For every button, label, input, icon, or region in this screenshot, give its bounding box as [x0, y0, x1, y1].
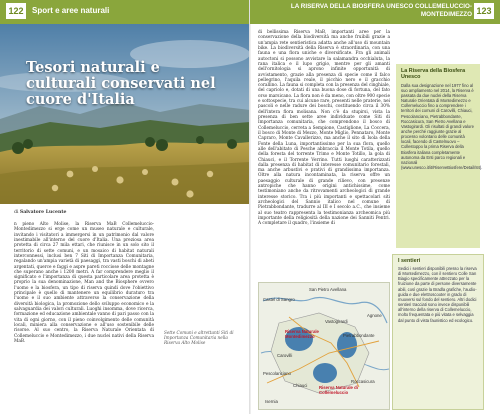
map-label-agnone: Agnone	[367, 313, 382, 318]
landscape-illustration	[0, 24, 250, 204]
sentieri-box	[392, 254, 484, 410]
article-text-left: n pieno Alto Molise, la Riserva MaB Collemeluccio-Montedimezzo si erge come un museo naturale e culturale, invitando i visitatori a immergersi in un patrimonio dal valore inestimabile all'interno del cuore d'Italia. Una preziosa area protetta di circa 27 mila ettari, che riunisce in un solo sito il territorio di sette comuni, e un mosaico di habitat naturali interconnessi, inclusi ben 7 Siti di Importanza Comunitaria, regalando un'ampia varietà di paesaggi, tra vasti boschi di abeti argentati, querce e faggi e aspre pareti rocciose delle montagne che superano anche i 1200 metri. A far comprendere meglio il significato e l'importanza di questa particolare area protetta è proprio la sua denominazione, Man and the Biosphere ovvero l'uomo e la biosfera, un tipo di riserva quindi dove l'obiettivo principale è quello di mantenere un equilibrio duraturo tra l'uomo e il suo ambiente attraverso la conservazione della diversità biologica, la promozione dello sviluppo economico e la salvaguardia dei valori culturali. Luoghi insomma, dove ricerca, formazione ed educazione ambientale vanno di pari passo con la vita di ogni giorno, con il pieno coinvolgimento delle comunità locali, miniera alla conservazione e all'uso sostenibile delle risorse. Al suo centro, la Riserva Naturale Orientata di Collemeluccio e Montedimezzo, i due nuclei nativi della Riserva MaB.	[14, 222, 154, 344]
article-column-left	[14, 222, 154, 344]
left-header-band	[0, 0, 250, 24]
article-title: Tesori naturali e culturali conservati nel cuore d'Italia	[26, 59, 216, 108]
map-label-montedimezzo: Riserva Naturale Montedimezzo	[285, 329, 319, 339]
byline-prefix: di	[14, 210, 20, 215]
right-header-band	[250, 0, 500, 24]
map-label-isernia: Isernia	[265, 399, 278, 404]
section-title: Sport e aree naturali	[32, 6, 110, 15]
map-label-chiauci: Chiauci	[293, 383, 308, 388]
left-page-number: 122	[6, 3, 26, 19]
map-label-vastogirardi: Vastogirardi	[325, 319, 348, 324]
map-label-castel-di-sangro: Castel di Sangro	[263, 297, 295, 302]
article-text-right: di bellissima Riserva MaB, importanti aree per la conservazione della biodiversità ma anche fruibili grazie a un'ampia rete sentieristica adatta anche all'uso di mountain bike. La biodiversità della Riserva è straordinaria, con una fauna e una flora uniche e diversificate. Fra gli animali autoctoni si possono avvistare la salamandra occhialuta, la rana italica e il lupo grigio, mentre per gli amanti dell'ornitologia si aprono infinite opportunità di avvistamento, grazie alla presenza di specie come il falco pellegrino, l'aquila reale, il picchio nero e il gracchio corallino. La fauna si completa con la presenza del cinghiale, del capriolo e, dotati di una buona dose di fortuna, del fato orso marsicano. La flora non è da meno, con oltre 900 specie e sottospecie, tra cui alcune rare, presenti nelle praterie, nei pascoli e nelle radure dei boschi, costituendo circa il 30% dell'intera flora molisana. Non c'è da stupirsi, vista la presenza di ben sette aree individuate come Siti di Importanza comunitaria, che comprendono il bosco di Collemeluccio, cerreta a Sempione, Castiglione, La Coccera, il bosco di Monte di Mezzo, Monte Miglio, Pennataro, Monte Capraro, Monte Cavallerizzo, ma anche il sito di Isola della Fonte della Luna, importantissimo per la sua flora, quello alle dell'abitato di Pesche abbraccia il Monte Totila, quello della foresta del torrente Trimo e Monte Totillo, la gola di Chiauci, e il Torrente Verrino. Tutti luoghi caratterizzati dalla presenza di habitat di interesse comunitario forestali, ma anche arbustivi e prativi di grandissima importanza. Oltre alla natura incontaminata, la riserva offre un paesaggio culturale di grande rilievo, con presenze antropiche che hanno origini antichissime, come testimoniano anche da ritrovamenti archeologici di grande interesse storico. Tra i più importanti e spettacolari siti archeologici del Sannio italico nel comune di Pietrabbondante, tradurre al III e I secolo a.C., che insieme al suo teatro rappresenta la testimonianza archeomica più importante della religiosità della nazione dei Sanniti Pentri. A completare il quadro, l'insieme di	[258, 30, 390, 227]
byline-author: Salvatore Lucente	[19, 210, 67, 215]
riserva-sidebar-text: Dalla sua designazione nel 1977 fino al suo ampliamento nel 2014, la Riserva è passata da due nuclei della Riserva Naturale Orientata di Montedimezzo e Collemeluccio fino a comprendere i territori dei comuni di Carovilli, Chiauci, Pescolanciano, Pietrabbondante, Roccasicura, San Pietro Avellana e Vastogirardi. Gli risultati di grandi valore anche perché raggiunte grazie al processo volontario delle comunità locali, facendo di Castelnuovo – Collestoppo la prima Riserva della Biosfera italiana completamente autonoma da Enti parco regionali e nazionali (www.unesco.it/it/RiserveBiosfere/Detail/84).	[401, 82, 483, 171]
byline	[14, 210, 66, 215]
right-page-number: 123	[474, 3, 494, 19]
reserve-map	[258, 282, 390, 410]
right-header-title: LA RISERVA DELLA BIOSFERA UNESCO COLLEMELUCCIO-MONTEDIMEZZO	[290, 3, 472, 18]
sentieri-text: Sedici i sentieri disponibili presso la riserva di Montedimezzo, con il sentiero Colle San Biagio specificamente attrezzato per la fruizione da parte di persone diversamente abili, così grazie la Bradla grafiche, l'audio-guida e due elettroscooter in grado di muoversi sul fondo del sentiero. Altri dodici sentieri tracciati sono invece disponibili all'interno della riserva di Collemeluccio, molto frequentata e più vitata e selvaggia dal punto di vista faunistico ed ecologico.	[398, 266, 477, 323]
map-label-collemeluccio: Riserva Naturale di Collemeluccio	[319, 385, 358, 395]
photo-caption: Sette Comuni e altrettanti Siti di Importanza Comunitaria nella Riserva Alto Molise	[164, 330, 234, 346]
map-label-pietrabbondante: Pietrabbondante	[343, 333, 375, 338]
landscape-photo	[0, 24, 250, 204]
map-label-san-pietro: San Pietro Avellana	[309, 287, 347, 292]
sentieri-title: I sentieri	[398, 258, 421, 264]
riserva-sidebar-title: La Riserva della Biosfera Unesco	[401, 68, 466, 81]
riserva-sidebar	[396, 64, 483, 248]
map-label-roccasicura: Roccasicura	[351, 379, 375, 384]
map-label-carovilli: Carovilli	[277, 353, 293, 358]
map-label-pescolanciano: Pescolanciano	[263, 371, 291, 376]
article-column-right	[258, 30, 390, 227]
